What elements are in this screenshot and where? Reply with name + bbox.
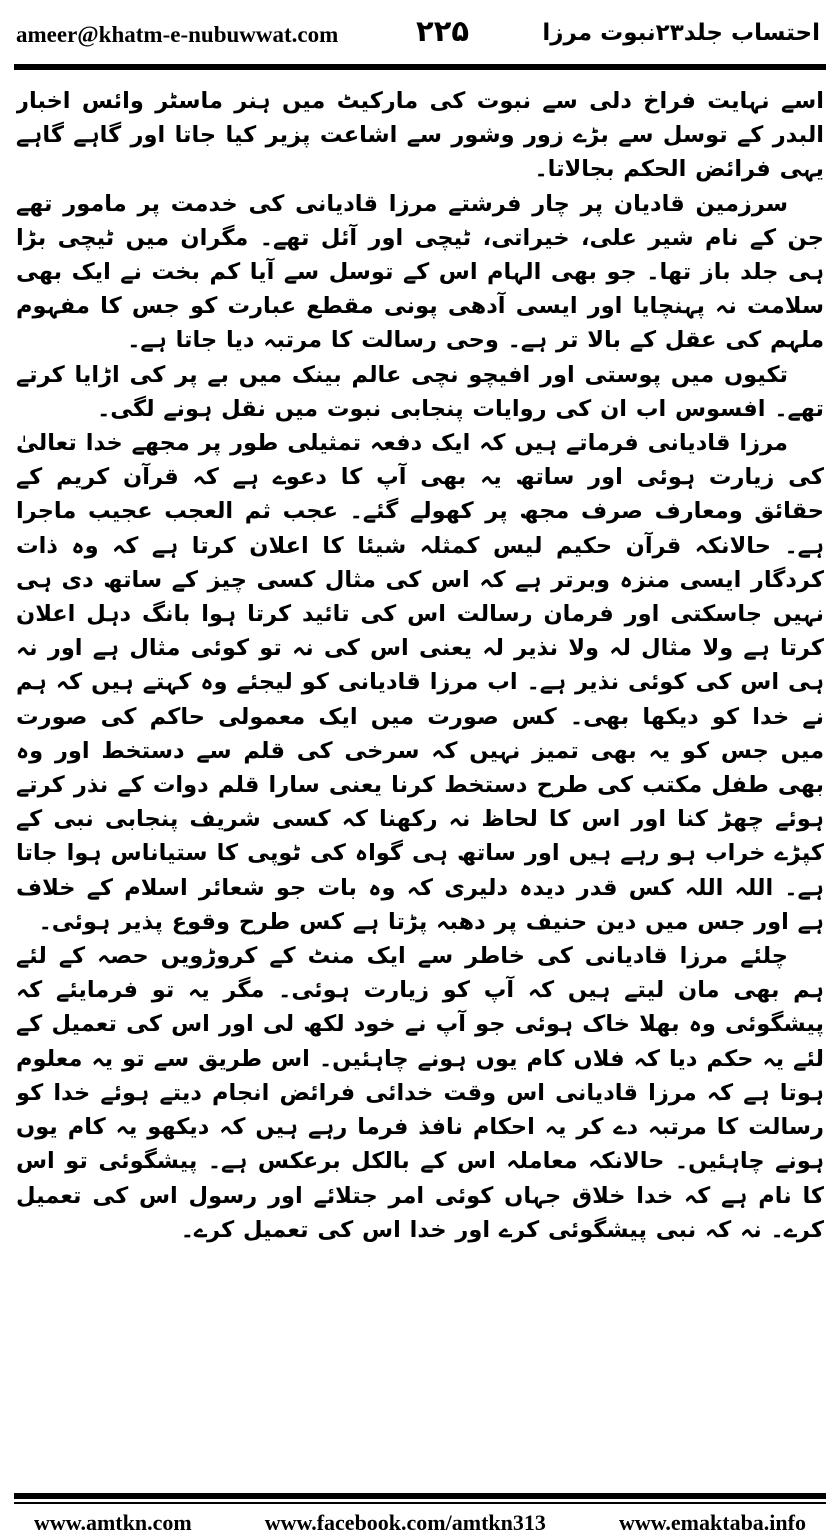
footer-rule-thin xyxy=(14,1502,826,1504)
page-header xyxy=(14,0,826,70)
header-email: ameer@khatm-e-nubuwwat.com xyxy=(16,22,339,47)
header-rule xyxy=(14,64,826,70)
page-body xyxy=(16,84,824,1482)
footer-link-facebook[interactable]: www.facebook.com/amtkn313 xyxy=(264,1509,546,1535)
footer-link-emaktaba[interactable]: www.emaktaba.info xyxy=(618,1509,806,1535)
paragraph-3: تکیوں میں پوستی اور افیچو نچی عالم بینک میں بے پر کی اڑایا کرتے تھے۔ افسوس اب ان کی روایات پنجابی نبوت میں نقل ہونے لگی۔ xyxy=(16,361,824,422)
paragraph-1: اسے نہایت فراخ دلی سے نبوت کی مارکیٹ میں ہنر ماسٹر وائس اخبار البدر کے توسل سے بڑے زور وشور سے اشاعت پزیر کیا جاتا اور گاہے گاہے یہی فرائض الحکم بجالاتا۔ xyxy=(16,88,824,183)
paragraph-2: سرزمین قادیان پر چار فرشتے مرزا قادیانی کی خدمت پر مامور تھے جن کے نام شیر علی، خیراتی، ٹیچی اور آئل تھے۔ مگران میں ٹیچی بڑا ہی جلد باز تھا۔ جو بھی الہام اس کے توسل سے آیا کم بخت نے ایک بھی سلامت نہ پہنچایا اور ایسی آدھی پونی مقطع عبارت کو جس کا مفہوم ملہم کی عقل کے بالا تر ہے۔ وحی رسالت کا مرتبہ دیا جاتا ہے۔ xyxy=(16,190,824,354)
page-number: ۲۲۵ xyxy=(416,14,470,48)
footer-rule-thick xyxy=(14,1493,826,1499)
paragraph-5: چلئے مرزا قادیانی کی خاطر سے ایک منٹ کے کروڑویں حصہ کے لئے ہم بھی مان لیتے ہیں کہ آپ کو زیارت ہوئی۔ مگر یہ تو فرمایئے کہ پیشگوئی وہ بھلا خاک ہوئی جو آپ نے خود لکھ لی اور اس کی تعمیل کے لئے یہ حکم دیا کہ فلاں کام یوں ہونے چاہئیں۔ اس طریق سے تو یہ معلوم ہوتا ہے کہ مرزا قادیانی اس وقت خدائی فرائض انجام دیتے ہوئے خدا کو رسالت کا مرتبہ دے کر یہ احکام نافذ فرما رہے ہیں کہ دیکھو یہ کام یوں ہونے چاہئیں۔ حالانکہ معاملہ اس کے بالکل برعکس ہے۔ پیشگوئی تو اس کا نام ہے کہ خدا خلاق جہاں کوئی امر جتلائے اور رسول اس کی تعمیل کرے۔ نہ کہ نبی پیشگوئی کرے اور خدا اس کی تعمیل کرے۔ xyxy=(16,943,824,1243)
header-title: احتساب جلد۲۳نبوت مرزا xyxy=(542,20,820,46)
paragraph-4: مرزا قادیانی فرماتے ہیں کہ ایک دفعہ تمثیلی طور پر مجھے خدا تعالیٰ کی زیارت ہوئی اور ساتھ یہ بھی آپ کا دعوے ہے کہ قرآن کریم کے حقائق ومعارف صرف مجھ پر کھولے گئے۔ عجب ثم العجب عجیب ماجرا ہے۔ حالانکہ قرآن حکیم لیس کمثلہ شیئا کا اعلان کرتا ہے کہ وہ ذات کردگار ایسی منزہ وبرتر ہے کہ اس کی مثال کسی چیز کے ساتھ دی ہی نہیں جاسکتی اور فرمان رسالت اس کی تائید کرتا ہوا بانگ دہل اعلان کرتا ہے ولا مثال لہ ولا نذیر لہ یعنی اس کی نہ تو کوئی مثال ہے اور نہ ہی اس کی کوئی نذیر ہے۔ اب مرزا قادیانی کو لیجئے وہ کہتے ہیں کہ ہم نے خدا کو دیکھا بھی۔ کس صورت میں ایک معمولی حاکم کی صورت میں جس کو یہ بھی تمیز نہیں کہ سرخی کی قلم سے دستخط اور وہ بھی طفل مکتب کی طرح دستخط کرنا یعنی سارا قلم دوات کے نذر کرتے ہوئے چھڑ کنا اور اس کا لحاظ نہ رکھنا کہ کسی شریف پنجابی نبی کے کپڑے خراب ہو رہے ہیں اور ساتھ ہی گواہ کی ٹوپی کا ستیاناس ہوا جاتا ہے۔ اللہ اللہ کس قدر دیدہ دلیری کہ وہ بات جو شعائر اسلام کے خلاف ہے اور جس میں دین حنیف پر دھبہ پڑتا ہے کس طرح وقوع پذیر ہوئی۔ xyxy=(16,430,824,935)
page-footer xyxy=(14,1505,826,1540)
footer-link-amtkn[interactable]: www.amtkn.com xyxy=(34,1509,192,1535)
